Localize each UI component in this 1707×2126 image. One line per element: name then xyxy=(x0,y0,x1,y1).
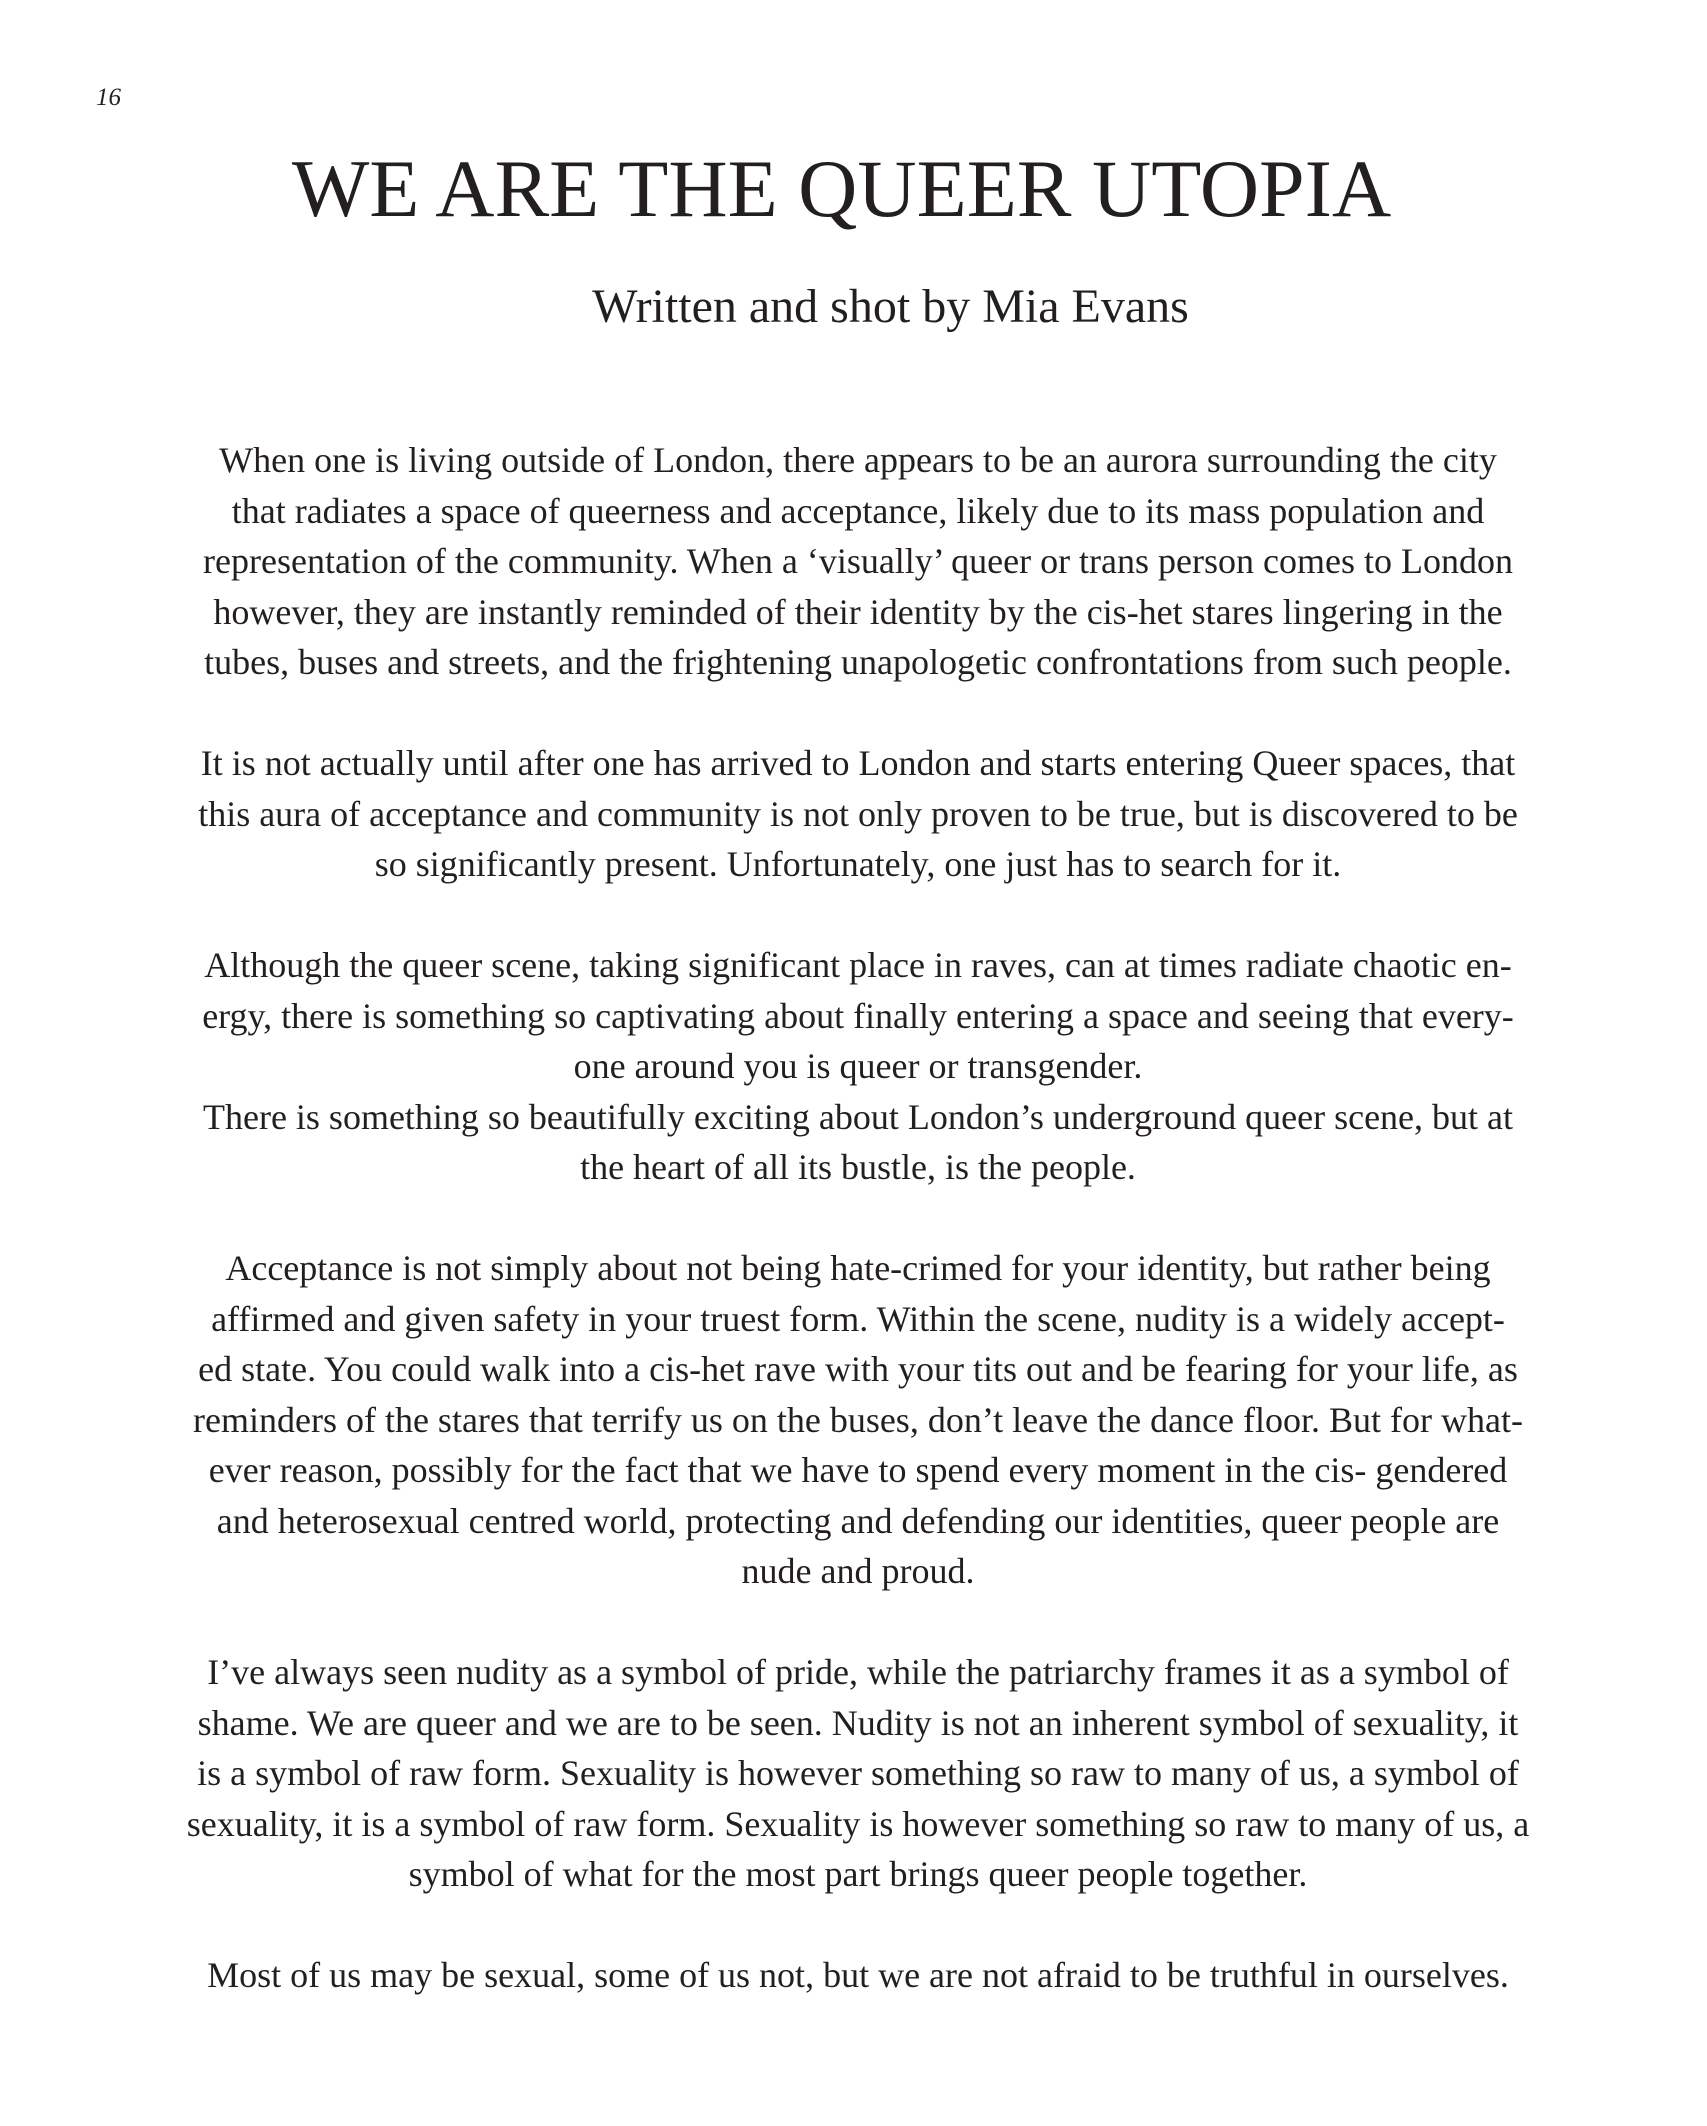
text-line: and heterosexual centred world, protecting and defending our identities, queer people are xyxy=(216,1500,1500,1541)
paragraph-3 xyxy=(128,940,1588,1092)
text-line: Although the queer scene, taking significant place in raves, can at times radiate chaotic en- xyxy=(204,945,1512,985)
text-line: When one is living outside of London, there appears to be an aurora surrounding the city xyxy=(219,440,1497,480)
text-line: affirmed and given safety in your truest form. Within the scene, nudity is a widely accept- xyxy=(211,1298,1505,1339)
text-line: Acceptance is not simply about not being hate-crimed for your identity, but rather being xyxy=(225,1248,1491,1288)
article-title-text: WE ARE THE QUEER UTOPIA xyxy=(291,143,1392,234)
text-line: so significantly present. Unfortunately, one just has to search for it. xyxy=(374,844,1342,884)
text-line: reminders of the stares that terrify us on the buses, don’t leave the dance floor. But for what- xyxy=(193,1399,1523,1440)
text-line: that radiates a space of queerness and acceptance, likely due to its mass population and xyxy=(231,490,1485,531)
text-line: sexuality, it is a symbol of raw form. Sexuality is however something so raw to many of us, a xyxy=(186,1803,1530,1844)
text-line: this aura of acceptance and community is not only proven to be true, but is discovered to be xyxy=(198,793,1518,834)
text-line: shame. We are queer and we are to be seen. Nudity is not an inherent symbol of sexuality, it xyxy=(197,1702,1519,1743)
page-number: 16 xyxy=(96,84,121,111)
text-line: representation of the community. When a ‘visually’ queer or trans person comes to London xyxy=(203,541,1513,581)
text-line: There is something so beautifully exciting about London’s underground queer scene, but at xyxy=(202,1096,1514,1137)
text-line: ed state. You could walk into a cis-het rave with your tits out and be fearing for your life, as xyxy=(198,1349,1518,1389)
paragraph-7 xyxy=(128,1950,1588,2001)
paragraph-6 xyxy=(128,1647,1588,1900)
paragraph-5 xyxy=(128,1243,1588,1597)
paragraph-4 xyxy=(128,1092,1588,1193)
article-body xyxy=(128,435,1588,2001)
article-byline xyxy=(0,280,1707,333)
text-line: symbol of what for the most part brings queer people together. xyxy=(408,1854,1308,1894)
text-line: one around you is queer or transgender. xyxy=(573,1046,1143,1086)
text-line: ever reason, possibly for the fact that we have to spend every moment in the cis- gendered xyxy=(208,1450,1508,1490)
paragraph-1 xyxy=(128,435,1588,688)
text-line: ergy, there is something so captivating about finally entering a space and seeing that every- xyxy=(202,995,1514,1036)
text-line: It is not actually until after one has arrived to London and starts entering Queer spaces, that xyxy=(200,743,1516,783)
text-line: is a symbol of raw form. Sexuality is however something so raw to many of us, a symbol of xyxy=(197,1753,1519,1793)
text-line: Most of us may be sexual, some of us not, but we are not afraid to be truthful in ourselves. xyxy=(207,1955,1509,1995)
paragraph-2 xyxy=(128,738,1588,890)
article-byline-text: Written and shot by Mia Evans xyxy=(592,280,1189,333)
text-line: tubes, buses and streets, and the frightening unapologetic confrontations from such people. xyxy=(204,642,1512,682)
text-line: I’ve always seen nudity as a symbol of pride, while the patriarchy frames it as a symbol of xyxy=(207,1652,1509,1692)
text-line: nude and proud. xyxy=(741,1551,975,1591)
text-line: however, they are instantly reminded of their identity by the cis-het stares lingering in the xyxy=(213,591,1503,632)
text-line: the heart of all its bustle, is the people. xyxy=(580,1147,1136,1187)
article-title xyxy=(0,143,1707,234)
